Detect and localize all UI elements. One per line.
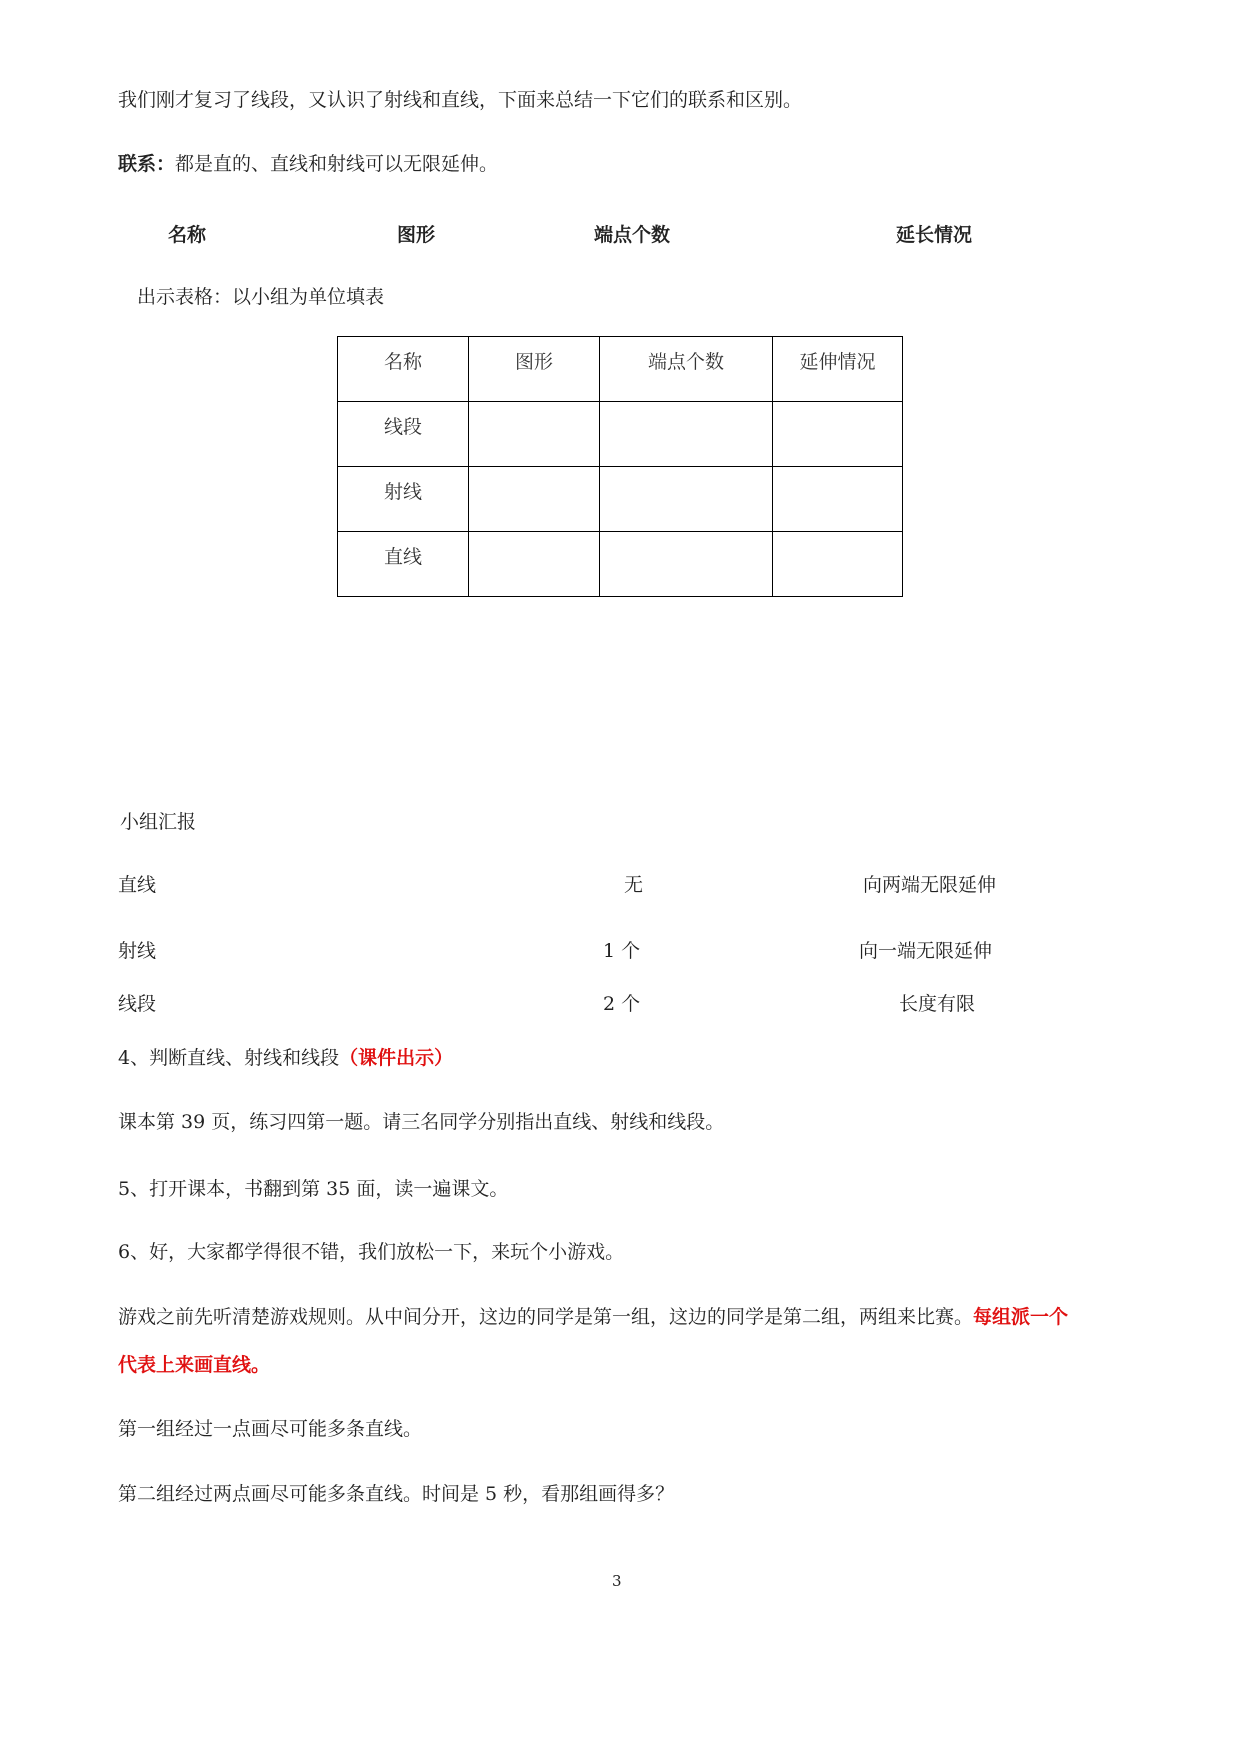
header-endpoints: 端点个数 <box>594 224 671 246</box>
summary-table <box>337 336 903 597</box>
table-cell <box>600 402 773 467</box>
table-header-cell: 名称 <box>338 337 469 402</box>
table-cell <box>600 532 773 597</box>
game-rule-highlight-cont: 代表上来画直线。 <box>118 1354 271 1376</box>
header-name: 名称 <box>168 224 207 246</box>
item6-paragraph: 6、好，大家都学得很不错，我们放松一下，来玩个小游戏。 <box>118 1241 625 1263</box>
report-name: 直线 <box>118 874 157 896</box>
table-row <box>338 402 903 467</box>
table-cell: 直线 <box>338 532 469 597</box>
group1-paragraph: 第一组经过一点画尽可能多条直线。 <box>118 1418 423 1440</box>
report-endpoints: 无 <box>624 874 644 896</box>
group2-paragraph: 第二组经过两点画尽可能多条直线。时间是 5 秒，看那组画得多？ <box>118 1483 675 1505</box>
table-row <box>338 467 903 532</box>
table-cell <box>600 467 773 532</box>
table-cell <box>469 402 600 467</box>
table-header-row <box>338 337 903 402</box>
report-name: 射线 <box>118 940 157 962</box>
relation-paragraph <box>118 152 498 176</box>
game-rule-highlight: 每组派一个 <box>973 1306 1069 1328</box>
item4-text: 4、判断直线、射线和线段 <box>118 1047 340 1069</box>
table-cell <box>773 402 903 467</box>
report-extension: 长度有限 <box>899 993 976 1015</box>
header-shape: 图形 <box>397 224 436 246</box>
table-cell: 线段 <box>338 402 469 467</box>
report-extension: 向一端无限延伸 <box>859 940 993 962</box>
header-extension: 延长情况 <box>896 224 973 246</box>
relation-text: 都是直的、直线和射线可以无限延伸。 <box>175 153 499 175</box>
relation-label: 联系： <box>118 153 176 175</box>
item4-highlight: （课件出示） <box>339 1047 454 1069</box>
table-cell: 射线 <box>338 467 469 532</box>
page-number: 3 <box>612 1572 622 1590</box>
item4-paragraph <box>118 1046 453 1070</box>
report-title: 小组汇报 <box>120 811 197 833</box>
table-header-cell: 延伸情况 <box>773 337 903 402</box>
item5-paragraph: 5、打开课本，书翻到第 35 面，读一遍课文。 <box>118 1178 509 1200</box>
table-cell <box>773 532 903 597</box>
table-row <box>338 532 903 597</box>
table-note: 出示表格：以小组为单位填表 <box>137 286 385 308</box>
table-header-cell: 端点个数 <box>600 337 773 402</box>
intro-paragraph: 我们刚才复习了线段，又认识了射线和直线，下面来总结一下它们的联系和区别。 <box>118 89 803 111</box>
table-cell <box>773 467 903 532</box>
report-name: 线段 <box>118 993 157 1015</box>
game-rule-paragraph <box>118 1305 1068 1329</box>
game-rule-text: 游戏之前先听清楚游戏规则。从中间分开，这边的同学是第一组，这边的同学是第二组，两组来比赛。 <box>118 1306 974 1328</box>
table-cell <box>469 467 600 532</box>
table-cell <box>469 532 600 597</box>
report-endpoints: 1 个 <box>603 940 641 962</box>
report-endpoints: 2 个 <box>603 993 641 1015</box>
item4-detail: 课本第 39 页，练习四第一题。请三名同学分别指出直线、射线和线段。 <box>118 1111 725 1133</box>
report-extension: 向两端无限延伸 <box>863 874 997 896</box>
table-header-cell: 图形 <box>469 337 600 402</box>
